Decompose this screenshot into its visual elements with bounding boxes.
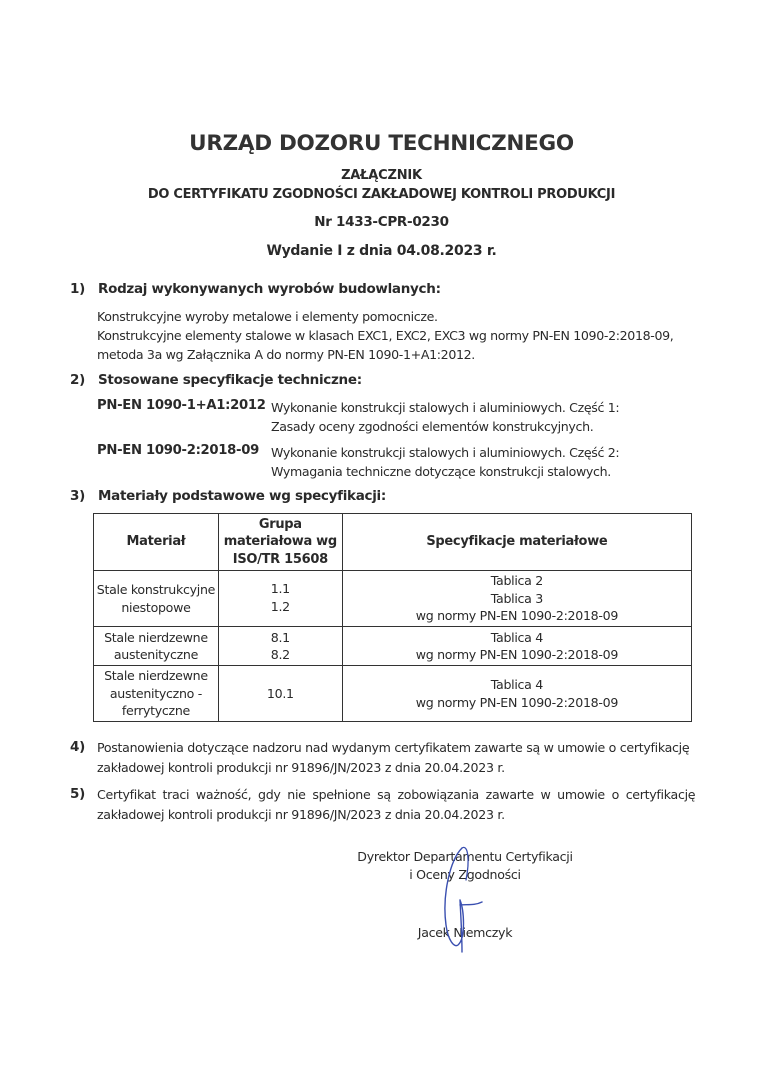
para-line: Postanowienia dotyczące nadzoru nad wydanym certyfikatem zawarte są w umowie o certyfikację bbox=[97, 740, 690, 755]
spec-description bbox=[271, 443, 619, 481]
position-line: Dyrektor Departamentu Certyfikacji bbox=[357, 849, 573, 864]
cell-spec bbox=[342, 571, 691, 627]
cell-line: 8.1 bbox=[270, 629, 290, 645]
cell-group bbox=[218, 627, 342, 666]
section-number: 5) bbox=[70, 786, 85, 802]
section-3-heading bbox=[70, 488, 386, 504]
cell-spec bbox=[342, 666, 691, 722]
cell-line: 1.2 bbox=[270, 598, 290, 614]
cell-line: wg normy PN-EN 1090-2:2018-09 bbox=[415, 647, 619, 662]
cell-line: austenityczne bbox=[113, 647, 199, 662]
section-number: 2) bbox=[70, 372, 85, 388]
table-row bbox=[94, 571, 692, 627]
table-row bbox=[94, 627, 692, 666]
document-title: URZĄD DOZORU TECHNICZNEGO bbox=[189, 131, 574, 156]
section-4-text bbox=[97, 738, 692, 778]
section-number: 1) bbox=[70, 281, 85, 297]
annex-label: ZAŁĄCZNIK bbox=[341, 168, 422, 183]
cell-line: wg normy PN-EN 1090-2:2018-09 bbox=[415, 608, 619, 624]
cell-line: Tablica 4 bbox=[490, 677, 544, 692]
cell-line: Stale nierdzewne bbox=[104, 668, 208, 684]
certificate-number: Nr 1433-CPR-0230 bbox=[314, 214, 449, 230]
cell-line: Stale konstrukcyjne bbox=[96, 582, 216, 597]
cell-line: wg normy PN-EN 1090-2:2018-09 bbox=[415, 694, 619, 710]
section-number: 3) bbox=[70, 488, 85, 504]
spec-line: Wykonanie konstrukcji stalowych i aluminiowych. Część 2: bbox=[271, 445, 620, 460]
section-4 bbox=[70, 738, 692, 778]
section-2-heading bbox=[70, 372, 362, 388]
body-line: Konstrukcyjne elementy stalowe w klasach EXC1, EXC2, EXC3 wg normy PN-EN 1090-2:2018-09, bbox=[97, 328, 674, 343]
cell-group bbox=[218, 666, 342, 722]
para-line: zakładowej kontroli produkcji nr 91896/JN/2023 z dnia 20.04.2023 r. bbox=[97, 760, 505, 775]
handwritten-signature-icon bbox=[430, 840, 500, 960]
body-line: metoda 3a wg Załącznika A do normy PN-EN 1090-1+A1:2012. bbox=[97, 347, 475, 362]
section-5 bbox=[70, 785, 696, 825]
spec-code: PN-EN 1090-2:2018-09 bbox=[97, 443, 259, 458]
table-header-row bbox=[94, 514, 692, 571]
spec-line: Wykonanie konstrukcji stalowych i aluminiowych. Część 1: bbox=[271, 400, 620, 415]
cell-line: austenityczno - bbox=[109, 685, 202, 701]
header-line: Grupa bbox=[258, 516, 302, 532]
para-line: Certyfikat traci ważność, gdy nie spełnione są zobowiązania zawarte w umowie o certyfikację bbox=[97, 787, 696, 802]
table-row bbox=[94, 666, 692, 722]
spec-line: Wymagania techniczne dotyczące konstrukcji stalowych. bbox=[271, 464, 611, 479]
section-title: Materiały podstawowe wg specyfikacji: bbox=[98, 488, 386, 504]
para-line: zakładowej kontroli produkcji nr 91896/JN/2023 z dnia 20.04.2023 r. bbox=[97, 807, 505, 822]
cell-line: Tablica 4 bbox=[490, 629, 544, 645]
header-group bbox=[218, 514, 342, 571]
cell-line: Tablica 2 bbox=[490, 573, 544, 589]
header-spec: Specyfikacje materiałowe bbox=[342, 514, 691, 571]
section-title: Rodzaj wykonywanych wyrobów budowlanych: bbox=[98, 281, 441, 297]
section-title: Stosowane specyfikacje techniczne: bbox=[98, 372, 362, 388]
cell-line: niestopowe bbox=[121, 599, 191, 615]
section-1-heading bbox=[70, 281, 441, 297]
cell-line: 10.1 bbox=[266, 685, 294, 701]
header-line: ISO/TR 15608 bbox=[232, 551, 328, 567]
cell-material bbox=[94, 666, 219, 722]
signatory-name: Jacek Niemczyk bbox=[417, 925, 513, 940]
section-5-text bbox=[97, 785, 696, 825]
annex-subtitle: DO CERTYFIKATU ZGODNOŚCI ZAKŁADOWEJ KONTROLI PRODUKCJI bbox=[147, 187, 616, 202]
spec-description bbox=[271, 398, 619, 436]
edition-date: Wydanie I z dnia 04.08.2023 r. bbox=[266, 243, 497, 259]
body-line: Konstrukcyjne wyroby metalowe i elementy pomocnicze. bbox=[97, 309, 438, 324]
cell-group bbox=[218, 571, 342, 627]
cell-line: Tablica 3 bbox=[490, 590, 544, 606]
cell-line: Stale nierdzewne bbox=[104, 629, 208, 645]
cell-line: ferrytyczne bbox=[121, 703, 190, 719]
materials-table bbox=[93, 513, 692, 722]
header-material: Materiał bbox=[94, 514, 219, 571]
spec-line: Zasady oceny zgodności elementów konstrukcyjnych. bbox=[271, 419, 594, 434]
cell-material bbox=[94, 627, 219, 666]
cell-line: 1.1 bbox=[270, 581, 290, 596]
cell-material bbox=[94, 571, 219, 627]
position-line: i Oceny Zgodności bbox=[409, 867, 521, 882]
cell-spec bbox=[342, 627, 691, 666]
section-1-body bbox=[97, 307, 673, 364]
cell-line: 8.2 bbox=[270, 647, 290, 662]
header-line: materiałowa wg bbox=[223, 534, 337, 550]
section-number: 4) bbox=[70, 739, 85, 755]
spec-code: PN-EN 1090-1+A1:2012 bbox=[97, 398, 266, 413]
